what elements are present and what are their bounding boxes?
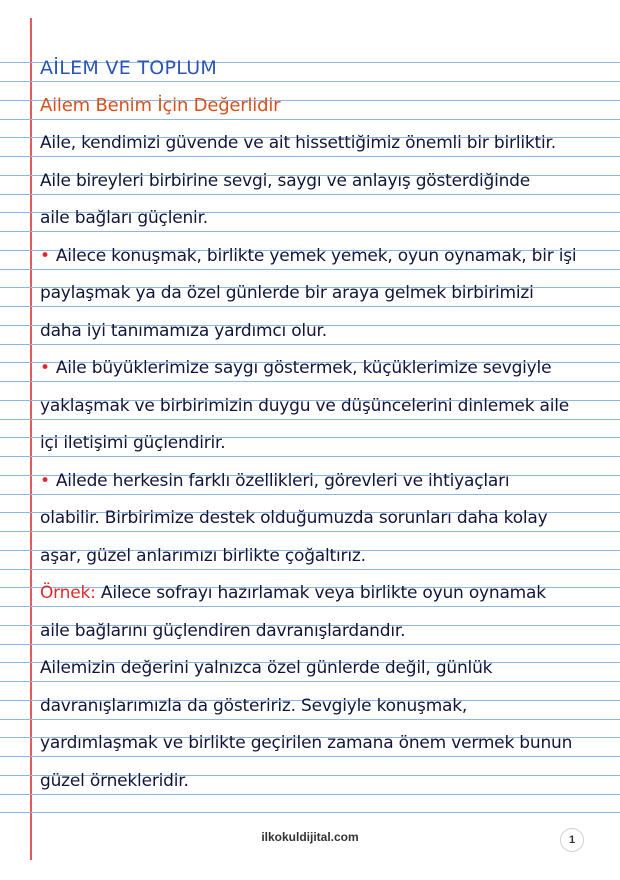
paragraph-line: içi iletişimi güçlendirir. — [40, 433, 226, 453]
example-paragraph — [40, 577, 600, 609]
example-label: Örnek: — [40, 583, 96, 603]
bullet-icon: • — [40, 246, 50, 266]
paragraph-line: daha iyi tanımamıza yardımcı olur. — [40, 321, 327, 341]
bullet-icon: • — [40, 471, 50, 491]
paragraph-line: olabilir. Birbirimize destek olduğumuzda sorunları daha kolay — [40, 508, 548, 528]
page-number-badge: 1 — [560, 828, 584, 852]
bullet-text: Aile büyüklerimize saygı göstermek, küçüklerimize sevgiyle — [55, 358, 552, 378]
bullet-paragraph-1 — [40, 240, 600, 272]
closing-line: davranışlarımızla da gösteririz. Sevgiyle konuşmak, — [40, 696, 468, 716]
intro-line: Aile, kendimizi güvende ve ait hissettiğimiz önemli bir birliktir. — [40, 133, 556, 153]
footer-site-link[interactable]: ilkokuldijital.com — [261, 830, 359, 844]
intro-line: aile bağları güçlenir. — [40, 208, 209, 228]
bullet-text: Ailece konuşmak, birlikte yemek yemek, oyun oynamak, bir işi — [55, 246, 577, 266]
paragraph-line: aşar, güzel anlarımızı birlikte çoğaltırız. — [40, 546, 366, 566]
closing-line: Ailemizin değerini yalnızca özel günlerde değil, günlük — [40, 658, 493, 678]
intro-line: Aile bireyleri birbirine sevgi, saygı ve anlayış gösterdiğinde — [40, 171, 531, 191]
closing-line: yardımlaşmak ve birlikte geçirilen zamana önem vermek bunun — [40, 733, 573, 753]
paragraph-line: paylaşmak ya da özel günlerde bir araya gelmek birbirimizi — [40, 283, 534, 303]
page-title: AİLEM VE TOPLUM — [40, 57, 218, 79]
bullet-paragraph-3 — [40, 465, 600, 497]
left-margin-line — [30, 18, 32, 860]
example-text: Ailece sofrayı hazırlamak veya birlikte oyun oynamak — [100, 583, 546, 603]
ruled-line — [0, 812, 620, 813]
paragraph-line: yaklaşmak ve birbirimizin duygu ve düşüncelerini dinlemek aile — [40, 396, 570, 416]
bullet-icon: • — [40, 358, 50, 378]
bullet-paragraph-2 — [40, 352, 600, 384]
paragraph-line: aile bağlarını güçlendiren davranışlardandır. — [40, 621, 406, 641]
closing-line: güzel örnekleridir. — [40, 771, 189, 791]
section-subtitle: Ailem Benim İçin Değerlidir — [40, 95, 281, 116]
bullet-text: Ailede herkesin farklı özellikleri, görevleri ve ihtiyaçları — [55, 471, 510, 491]
